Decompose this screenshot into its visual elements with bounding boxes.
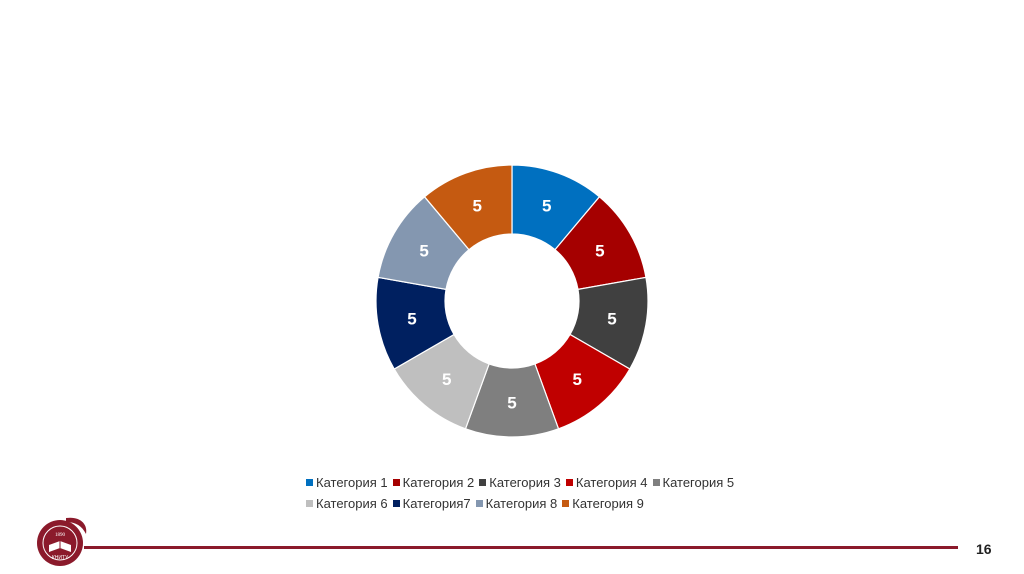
- legend-label: Категория 3: [489, 475, 561, 490]
- legend-swatch: [393, 479, 400, 486]
- legend-item-5: [653, 472, 735, 493]
- legend-swatch: [566, 479, 573, 486]
- legend-label: Категория 1: [316, 475, 388, 490]
- legend-label: Категория 4: [575, 475, 648, 490]
- footer-divider: [90, 546, 958, 549]
- slice-data-label-7: 5: [407, 309, 417, 329]
- legend-swatch: [479, 479, 486, 486]
- page-number: 16: [976, 541, 992, 557]
- legend-label: Категория7: [402, 496, 471, 511]
- legend-label: Категория 2: [402, 475, 475, 490]
- slice-data-label-4: 5: [572, 369, 582, 389]
- legend-item-4: [566, 472, 648, 493]
- legend-row-2: [306, 493, 746, 514]
- legend-item-8: [476, 493, 558, 514]
- legend-swatch: [653, 479, 660, 486]
- slice-data-label-5: 5: [507, 393, 517, 413]
- slice-data-label-2: 5: [595, 241, 605, 261]
- legend-row-1: [306, 472, 746, 493]
- legend-swatch: [562, 500, 569, 507]
- slice-data-label-9: 5: [472, 196, 483, 216]
- slice-data-label-3: 5: [607, 309, 617, 329]
- university-logo: [36, 514, 90, 568]
- chart-legend: [306, 472, 746, 514]
- legend-label: Категория 8: [485, 496, 558, 511]
- legend-swatch: [306, 500, 313, 507]
- legend-label: Категория 9: [572, 496, 644, 511]
- legend-item-2: [393, 472, 475, 493]
- legend-item-9: [562, 493, 644, 514]
- legend-swatch: [393, 500, 400, 507]
- slice-data-label-1: 5: [541, 196, 552, 216]
- legend-swatch: [476, 500, 483, 507]
- legend-item-3: [479, 472, 561, 493]
- legend-swatch: [306, 479, 313, 486]
- legend-label: Категория 5: [662, 475, 735, 490]
- logo-year: 1890: [55, 533, 65, 538]
- legend-label: Категория 6: [316, 496, 388, 511]
- legend-item-6: [306, 493, 388, 514]
- legend-item-7: [393, 493, 471, 514]
- slice-data-label-6: 5: [442, 369, 452, 389]
- legend-item-1: [306, 472, 388, 493]
- slice-data-label-8: 5: [419, 241, 429, 261]
- logo-text: КНИТУ: [51, 555, 69, 561]
